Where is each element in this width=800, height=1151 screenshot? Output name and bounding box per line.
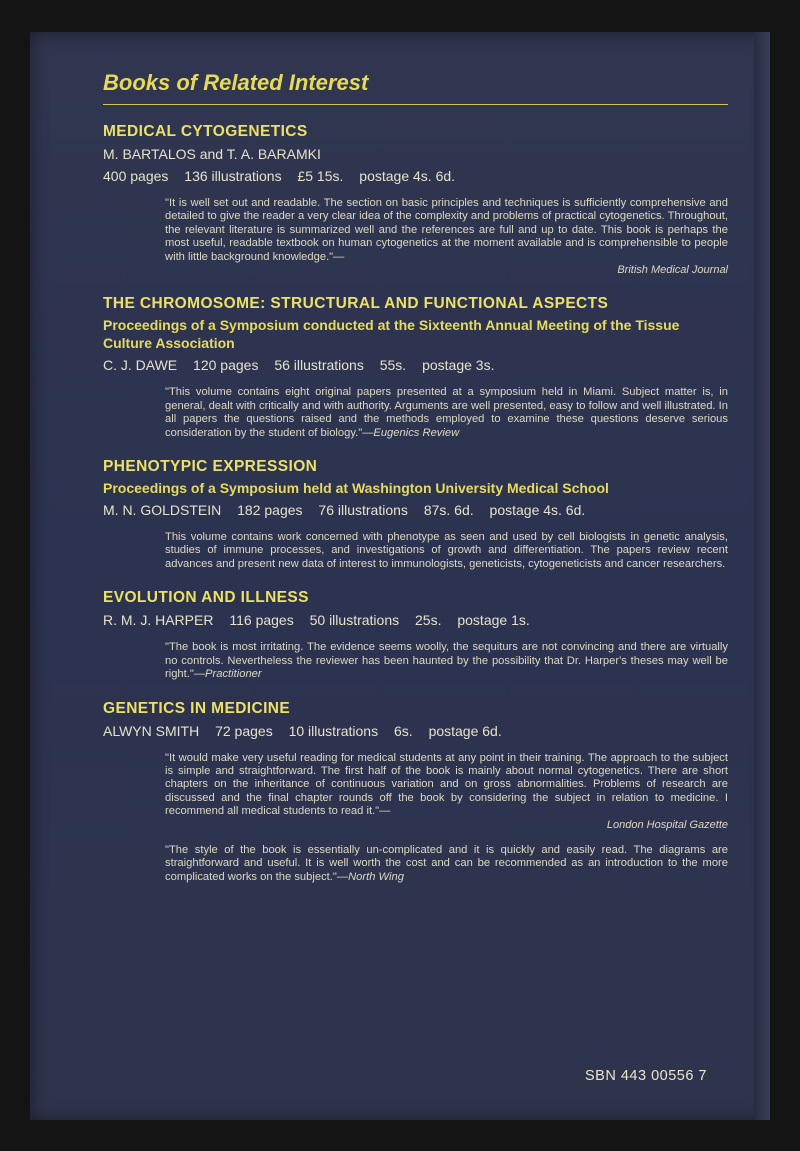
book-subtitle: Proceedings of a Symposium held at Washington University Medical School	[103, 480, 609, 497]
book-pages: 120 pages	[193, 357, 259, 374]
book-postage: postage 3s.	[422, 357, 495, 374]
review-source: London Hospital Gazette	[606, 818, 728, 831]
book-title: GENETICS IN MEDICINE	[103, 699, 291, 717]
book-review	[165, 752, 728, 832]
book-back-cover	[30, 32, 770, 1120]
review-text: "It would make very useful reading for medical students at any point in their training. The approach to the subject is simple and straightforward. The first half of the book is mainly about normal cytogenetics. There are short chapters on the inheritance of continuous variation and on gross abnormalities. Problems of research are discussed and the final chapter rounds off the book by considering the subject in relation to medicine. I recommend all medical students to read it."—	[165, 751, 728, 818]
book-illustrations: 56 illustrations	[274, 357, 364, 374]
book-entry	[103, 123, 728, 277]
review-text: "It is well set out and readable. The section on basic principles and techniques is sufficiently comprehensive and detailed to give the reader a very clear idea of the complexity and problems of practical cytogenetics. Throughout, the relevant literature is summarized well and the references are full and up to date. This book is perhaps the most useful, readable textbook on human cytogenetics at the moment available and is comprehensible to people with little background knowledge."—	[165, 197, 728, 263]
review-source: British Medical Journal	[617, 264, 728, 277]
book-authors: ALWYN SMITH	[103, 722, 200, 739]
book-entry	[103, 458, 728, 571]
book-review	[165, 844, 728, 884]
book-authors: M. BARTALOS and T. A. BARAMKI	[103, 146, 321, 162]
book-postage: postage 4s. 6d.	[489, 502, 586, 519]
book-review	[165, 197, 728, 277]
book-illustrations: 76 illustrations	[318, 502, 408, 519]
book-review	[165, 386, 728, 440]
book-details	[103, 501, 728, 519]
book-price: 87s. 6d.	[423, 502, 474, 519]
book-authors: C. J. DAWE	[103, 357, 178, 374]
book-illustrations: 136 illustrations	[184, 168, 282, 184]
book-title: PHENOTYPIC EXPRESSION	[103, 458, 318, 476]
review-source: North Wing	[348, 870, 404, 883]
book-authors: R. M. J. HARPER	[103, 612, 214, 629]
book-title: THE CHROMOSOME: STRUCTURAL AND FUNCTIONAL ASPECTS	[103, 295, 609, 313]
book-title: MEDICAL CYTOGENETICS	[103, 123, 308, 140]
review-source: Practitioner	[205, 668, 262, 681]
book-details	[103, 356, 728, 374]
book-entry	[103, 295, 728, 440]
book-title: EVOLUTION AND ILLNESS	[103, 589, 309, 607]
book-entry	[103, 589, 728, 681]
review-text: "The book is most irritating. The evidence seems woolly, the sequiturs are not convincing and there are virtually no controls. Nevertheless the reviewer has been haunted by the possibility that Dr. Harper's theses may well be right."—	[165, 641, 728, 681]
book-illustrations: 50 illustrations	[309, 612, 400, 629]
review-text: This volume contains work concerned with phenotype as seen and used by cell biologists in genetic analysis, studies of immune processes, and investigations of growth and differentiation. The papers review recent advances and present new data of interest to immunologists, geneticists, cytogeneticists and cancer researchers.	[165, 531, 728, 570]
book-subtitle: Proceedings of a Symposium conducted at the Sixteenth Annual Meeting of the Tissue Culture Association	[103, 317, 680, 352]
book-details	[103, 167, 728, 185]
book-details	[103, 722, 728, 740]
book-price: 25s.	[415, 612, 442, 629]
book-illustrations: 10 illustrations	[288, 722, 379, 739]
review-source: Eugenics Review	[373, 426, 460, 439]
book-pages: 400 pages	[103, 168, 169, 184]
book-price: 6s.	[393, 722, 413, 739]
cover-content	[103, 70, 728, 884]
book-authors: M. N. GOLDSTEIN	[103, 502, 222, 519]
book-postage: postage 4s. 6d.	[359, 168, 456, 184]
book-price: £5 15s.	[297, 168, 344, 184]
book-price: 55s.	[379, 357, 407, 374]
book-pages: 72 pages	[215, 722, 273, 739]
isbn-number: SBN 443 00556 7	[585, 1068, 707, 1084]
book-pages: 116 pages	[229, 612, 294, 629]
book-postage: postage 6d.	[428, 722, 502, 739]
spine-edge	[754, 32, 770, 1120]
book-entry	[103, 700, 728, 885]
book-review	[165, 531, 728, 571]
section-heading: Books of Related Interest	[103, 70, 728, 105]
book-pages: 182 pages	[237, 502, 303, 519]
review-text: "This volume contains eight original papers presented at a symposium held in Miami. Subject matter is, in general, dealt with critically and with authority. Arguments are well presented, easy to follow and well illustrated. In all papers the questions raised and the methods employed to examine these questions deserve serious consideration by the student of biology."—	[165, 386, 728, 439]
book-review	[165, 641, 728, 681]
book-details	[103, 611, 728, 629]
book-postage: postage 1s.	[457, 612, 530, 629]
review-text: "The style of the book is essentially un-complicated and it is quickly and easily read. The diagrams are straightforward and useful. It is well worth the cost and can be recommended as an introduction to the more complicated works on the subject."—	[165, 843, 728, 883]
